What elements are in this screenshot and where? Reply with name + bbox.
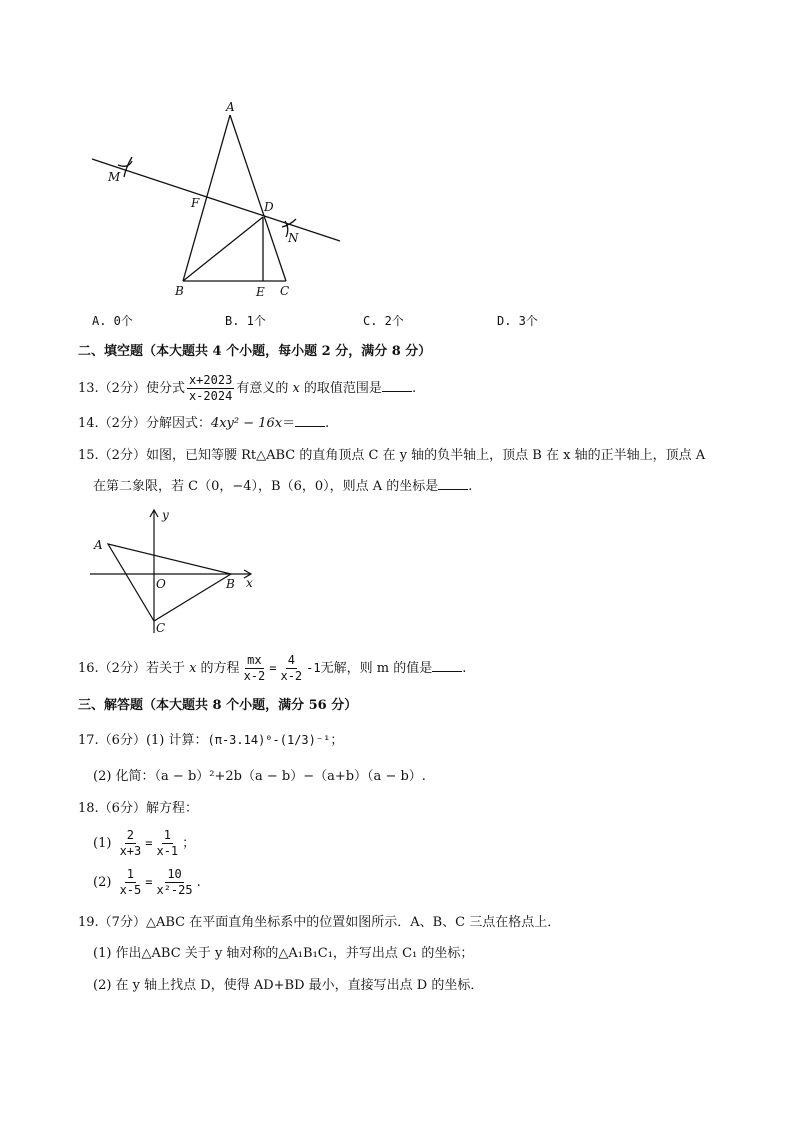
q16-text-c: 无解，则 m 的值是 [320,661,433,676]
q17-prefix: 17.（6分）(1) 计算： [78,733,208,748]
q17-end: ； [330,733,344,748]
q13-frac-den: x-2024 [188,389,233,403]
coordinate-triangle-figure [86,505,266,640]
q16-fraction-2 [278,653,304,684]
section-3-title: 三、解答题（本大题共 8 个小题，满分 56 分） [78,698,358,713]
choice-a: A. 0个 [92,314,133,328]
q18-p2-end: . [196,875,201,890]
question-19-line1: 19.（7分）△ABC 在平面直角坐标系中的位置如图所示．A、B、C 三点在格点上． [78,915,561,930]
line-MN [92,159,340,241]
label-F: F [191,196,200,210]
q13-end: . [411,381,417,396]
question-18-part1: (1) $\frac{2}{x+3}$ = $\frac{1}{x-1}$ ； [93,828,196,858]
q13-tail-b: 的取值范围是 [299,381,382,396]
label-O: O [156,577,166,591]
question-13 [78,373,416,404]
section-2-title: 二、填空题（本大题共 4 个小题，每小题 2 分，满分 8 分） [78,344,432,359]
question-18-part2: (2) $\frac{1}{x-5}$ = $\frac{10}{\text{x²-25}}$ . [93,867,201,897]
q18-p2-num-a: 1 [126,867,135,881]
q16-var: x [189,661,197,676]
q18-p2-label: (2) [93,875,112,890]
question-19-line3: (2) 在 y 轴上找点 D，使得 AD+BD 最小，直接写出点 D 的坐标． [93,978,484,993]
q16-eq: = [269,661,277,675]
question-19-line2: (1) 作出△ABC 关于 y 轴对称的△A₁B₁C₁，并写出点 C₁ 的坐标； [93,946,474,961]
q17-expr: (π-3.14)⁰-(1/3)⁻¹ [207,733,331,747]
question-15-line1: 15.（2分）如图，已知等腰 Rt△ABC 的直角顶点 C 在 y 轴的负半轴上，顶点 B 在 x 轴的正半轴上，顶点 A [78,448,706,463]
q18-p1-end: ； [182,836,196,851]
label-M: M [108,170,121,184]
q16-fraction-1 [242,653,268,684]
label-x: x [246,576,253,590]
question-14 [78,414,329,434]
q18-p1-frac-b [154,828,180,859]
arc-mark-M2 [124,157,132,177]
label-A: A [226,100,235,114]
q16-answer-blank [432,659,462,672]
q14-prefix: 14.（2分）分解因式： [78,416,211,431]
label-N: N [288,231,299,245]
q18-p1-den-a: x+3 [119,844,142,858]
q16-f1-num: mx [247,653,262,667]
triangle-ABC [108,544,231,621]
label-B: B [175,284,184,298]
q18-p1-frac-a [118,828,144,859]
q14-expr: 4xy² − 16x [210,416,283,431]
q14-answer-blank [295,414,325,427]
q13-tail-a: 有意义的 [236,381,293,396]
q16-text-b: 的方程 [196,661,240,676]
q13-frac-num: x+2023 [188,373,233,387]
q14-eq: ＝ [282,416,296,431]
q18-p1-den-b: x-1 [156,844,179,858]
question-15-line2 [93,477,472,497]
label-D: D [264,200,274,214]
segment-BD [183,217,263,281]
q18-p2-den-b: x²-25 [156,883,193,897]
q13-answer-blank [382,379,412,392]
choice-c: C. 2个 [363,314,404,328]
q18-p1-num-a: 2 [126,828,135,842]
question-18-title: 18.（6分）解方程： [78,801,198,816]
q18-p2-frac-a [118,867,144,898]
label-C2: C [156,621,166,635]
q13-fraction [187,373,234,404]
q16-minus: -1 [306,661,321,675]
q15-line2-text: 在第二象限，若 C（0，−4），B（6，0），则点 A 的坐标是 [93,479,439,494]
q16-end: . [462,661,467,676]
q16-prefix: 16.（2分）若关于 [78,661,190,676]
triangle-bisector-figure [80,95,360,305]
q18-p2-num-b: 10 [167,867,182,881]
q13-prefix: 13.（2分）使分式 [78,381,185,396]
label-C: C [280,284,290,298]
q14-end: . [325,416,330,431]
q15-answer-blank [438,477,468,490]
label-y: y [162,508,169,522]
q16-f1-den: x-2 [243,669,266,683]
choice-b: B. 1个 [225,314,266,328]
question-16 [78,653,466,684]
side-AC [230,115,286,281]
label-B2: B [226,577,235,591]
q18-p2-den-a: x-5 [119,883,142,897]
q15-end: . [468,479,473,494]
q18-p2-frac-b [154,867,194,898]
q13-var: x [292,381,300,396]
q16-f2-den: x-2 [280,669,303,683]
label-A2: A [94,538,103,552]
q16-f2-num: 4 [287,653,295,667]
q18-p1-num-b: 1 [163,828,171,842]
label-E: E [256,285,265,299]
question-17-line1 [78,730,343,751]
choice-d: D. 3个 [497,314,538,328]
q18-p1-label: (1) [93,836,112,851]
question-17-line2: (2) 化简：（a − b）²+2b（a − b）−（a+b）（a − b）. [93,769,426,784]
